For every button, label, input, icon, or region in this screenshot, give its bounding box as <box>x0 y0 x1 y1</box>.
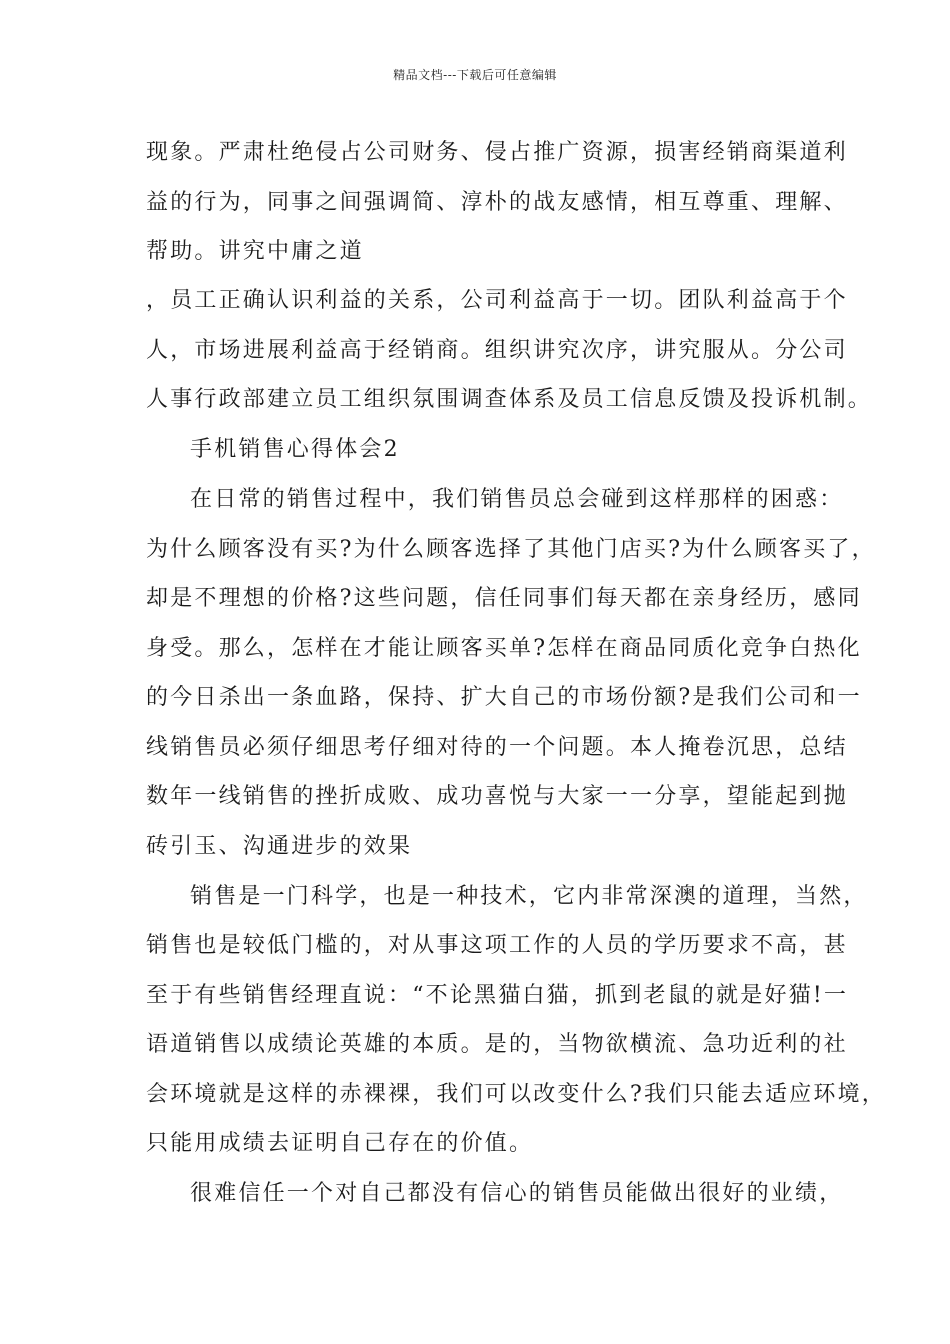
text-line: 的今日杀出一条血路，保持、扩大自己的市场份额?是我们公司和一 <box>146 685 862 710</box>
text-line: 至于有些销售经理直说：“不论黑猫白猫，抓到老鼠的就是好猫!一 <box>146 983 849 1008</box>
text-line: 身受。那么，怎样在才能让顾客买单?怎样在商品同质化竞争白热化 <box>146 636 862 661</box>
text-line: 会环境就是这样的赤裸裸，我们可以改变什么?我们只能去适应环境， <box>146 1082 886 1107</box>
text-line: ，员工正确认识利益的关系，公司利益高于一切。团队利益高于个 <box>146 288 848 313</box>
text-line: 益的行为，同事之间强调简、淳朴的战友感情，相互尊重、理解、 <box>146 190 848 215</box>
text-line: 人事行政部建立员工组织氛围调查体系及员工信息反馈及投诉机制。 <box>146 387 873 412</box>
text-line: 线销售员必须仔细思考仔细对待的一个问题。本人掩卷沉思，总结 <box>146 735 848 760</box>
text-line: 砖引玉、沟通进步的效果 <box>146 834 413 859</box>
text-line: 销售是一门科学，也是一种技术，它内非常深澳的道理，当然， <box>190 884 868 909</box>
text-line: 人，市场进展利益高于经销商。组织讲究次序，讲究服从。分公司 <box>146 338 848 363</box>
text-line: 数年一线销售的挫折成败、成功喜悦与大家一一分享，望能起到抛 <box>146 784 848 809</box>
text-line: 却是不理想的价格?这些问题，信任同事们每天都在亲身经历，感同 <box>146 586 862 611</box>
text-line: 销售也是较低门槛的，对从事这项工作的人员的学历要求不高，甚 <box>146 933 848 958</box>
text-line: 为什么顾客没有买?为什么顾客选择了其他门店买?为什么顾客买了， <box>146 537 876 562</box>
text-line: 只能用成绩去证明自己存在的价值。 <box>146 1131 534 1156</box>
text-line: 帮助。讲究中庸之道 <box>146 239 364 264</box>
text-line: 语道销售以成绩论英雄的本质。是的，当物欲横流、急功近利的社 <box>146 1032 848 1057</box>
text-line: 现象。严肃杜绝侵占公司财务、侵占推广资源，损害经销商渠道利 <box>146 140 848 165</box>
text-line: 很难信任一个对自己都没有信心的销售员能做出很好的业绩， <box>190 1181 844 1206</box>
page-header: 精品文档---下载后可任意编辑 <box>393 68 557 82</box>
section-heading: 手机销售心得体会2 <box>190 437 400 462</box>
text-line: 在日常的销售过程中，我们销售员总会碰到这样那样的困惑： <box>190 487 844 512</box>
